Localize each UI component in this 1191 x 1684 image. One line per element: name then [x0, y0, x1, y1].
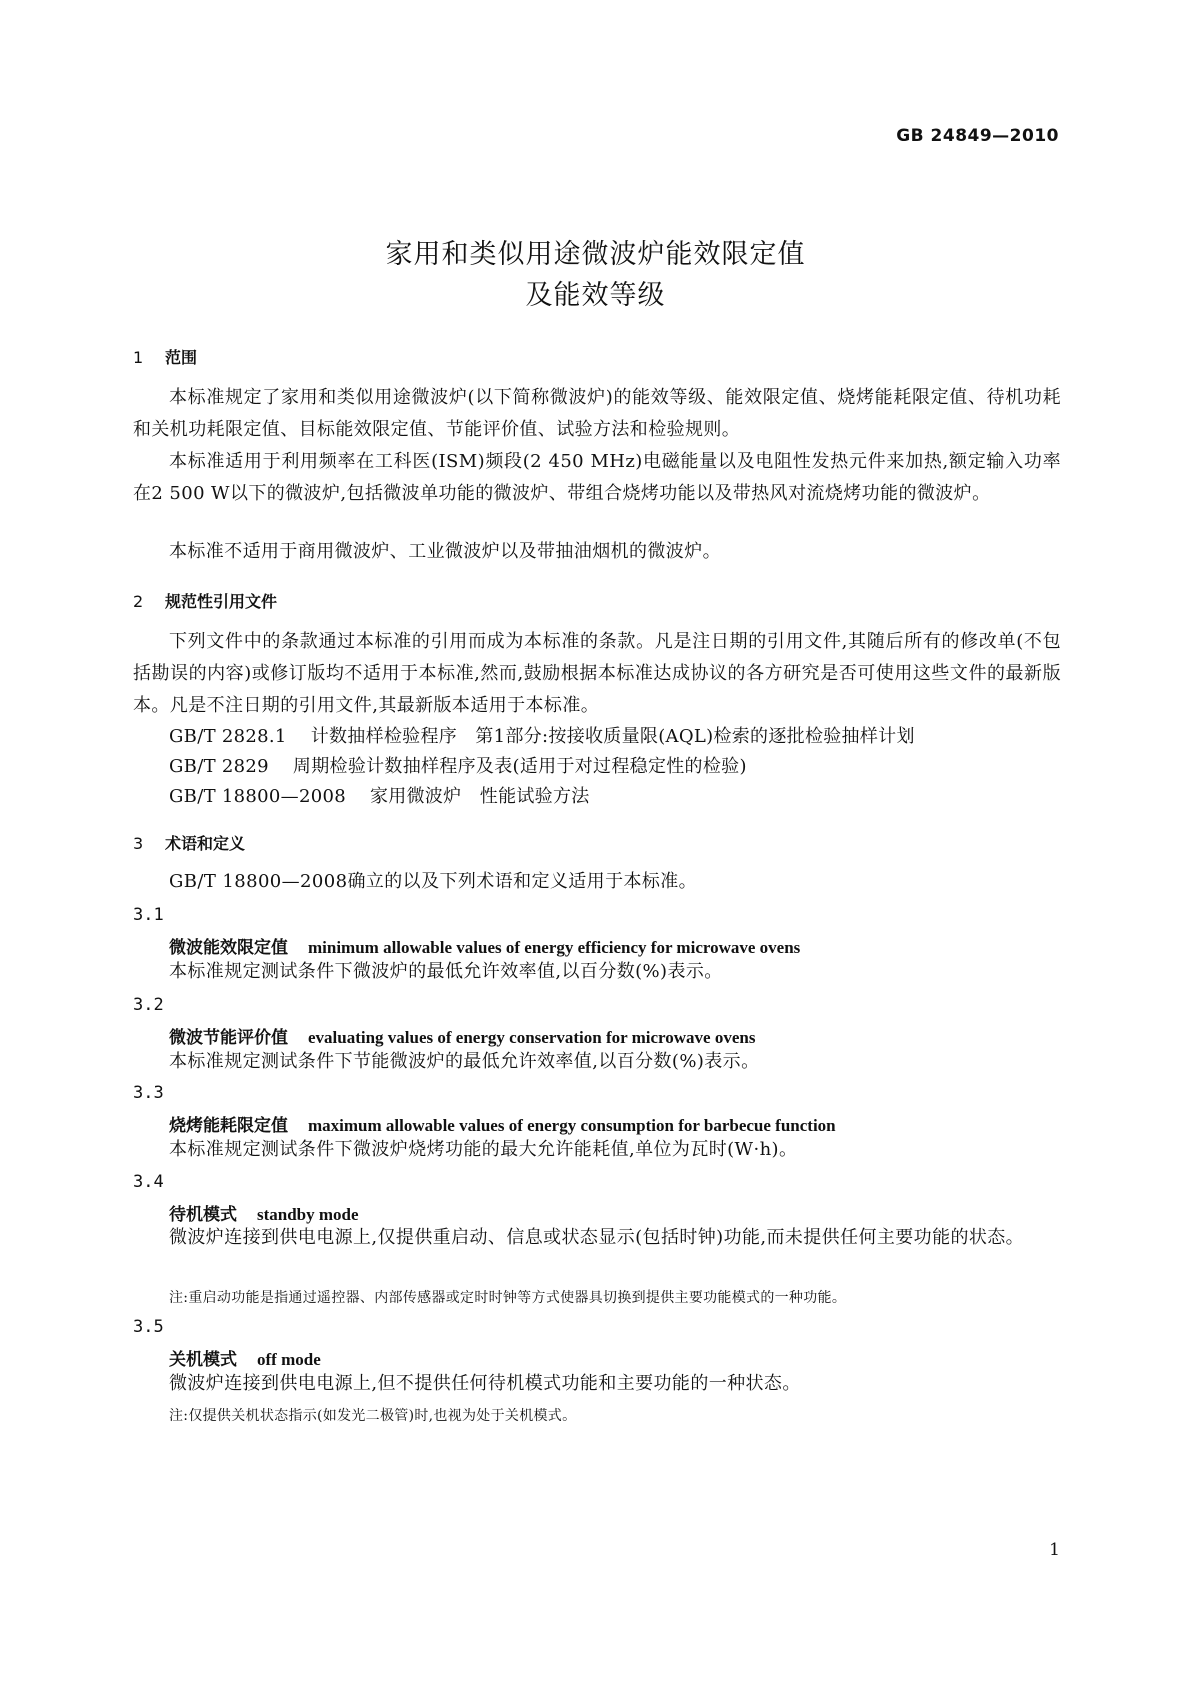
term-chinese: 待机模式 — [169, 1205, 237, 1225]
reference-code: GB/T 18800—2008 — [169, 786, 346, 807]
term-chinese: 微波节能评价值 — [169, 1028, 288, 1048]
term-definition: 微波炉连接到供电电源上,仅提供重启动、信息或状态显示(包括时钟)功能,而未提供任何主要功能的状态。 — [169, 1227, 1025, 1248]
term-english: standby mode — [257, 1205, 359, 1224]
term-title — [169, 1111, 836, 1136]
section-title: 范围 — [165, 348, 198, 367]
term-number: 3.3 — [133, 1083, 164, 1103]
section-number: 2 — [133, 592, 144, 611]
term-chinese: 微波能效限定值 — [169, 938, 288, 958]
term-number: 3.1 — [133, 905, 164, 925]
term-definition: 本标准规定测试条件下微波炉的最低允许效率值,以百分数(%)表示。 — [169, 961, 723, 982]
reference-title: 家用微波炉 性能试验方法 — [369, 786, 590, 807]
term-definition: 本标准规定测试条件下微波炉烧烤功能的最大允许能耗值,单位为瓦时(W·h)。 — [169, 1139, 798, 1160]
page-number: 1 — [1049, 1540, 1060, 1560]
term-english: minimum allowable values of energy efficiency for microwave ovens — [308, 938, 801, 957]
term-definition: 微波炉连接到供电电源上,但不提供任何待机模式功能和主要功能的一种状态。 — [169, 1373, 801, 1394]
section-2-heading — [133, 589, 277, 612]
term-english: maximum allowable values of energy consumption for barbecue function — [308, 1116, 836, 1135]
standard-code: GB 24849—2010 — [896, 126, 1059, 146]
section-number: 3 — [133, 834, 144, 853]
term-chinese: 烧烤能耗限定值 — [169, 1116, 288, 1136]
term-english: evaluating values of energy conservation for microwave ovens — [308, 1028, 756, 1047]
term-chinese: 关机模式 — [169, 1350, 237, 1370]
section-3-intro: GB/T 18800—2008确立的以及下列术语和定义适用于本标准。 — [169, 871, 698, 892]
term-number: 3.4 — [133, 1172, 164, 1192]
term-title — [169, 1023, 755, 1048]
term-number: 3.5 — [133, 1317, 164, 1337]
section-2-paragraph-1: 下列文件中的条款通过本标准的引用而成为本标准的条款。凡是注日期的引用文件,其随后所有的修改单(不包括勘误的内容)或修订版均不适用于本标准,然而,鼓励根据本标准达成协议的各方研究是否可使用这些文件的最新版本。凡是不注日期的引用文件,其最新版本适用于本标准。 — [133, 631, 1061, 716]
reference-code: GB/T 2828.1 — [169, 726, 287, 747]
document-title-line-2: 及能效等级 — [525, 280, 666, 311]
reference-item — [169, 782, 590, 808]
section-1-heading — [133, 345, 197, 368]
term-definition: 本标准规定测试条件下节能微波炉的最低允许效率值,以百分数(%)表示。 — [169, 1051, 760, 1072]
reference-item — [169, 722, 915, 748]
term-note: 注:重启动功能是指通过遥控器、内部传感器或定时时钟等方式使器具切换到提供主要功能模式的一种功能。 — [169, 1290, 847, 1306]
reference-item — [169, 752, 747, 778]
reference-title: 计数抽样检验程序 第1部分:按接收质量限(AQL)检索的逐批检验抽样计划 — [310, 726, 915, 747]
section-title: 规范性引用文件 — [165, 592, 278, 611]
section-1-paragraph-1: 本标准规定了家用和类似用途微波炉(以下简称微波炉)的能效等级、能效限定值、烧烤能耗限定值、待机功耗和关机功耗限定值、目标能效限定值、节能评价值、试验方法和检验规则。 — [133, 387, 1061, 440]
term-english: off mode — [257, 1350, 321, 1369]
document-title-line-1: 家用和类似用途微波炉能效限定值 — [385, 239, 806, 270]
section-number: 1 — [133, 348, 144, 367]
term-note: 注:仅提供关机状态指示(如发光二极管)时,也视为处于关机模式。 — [169, 1408, 577, 1424]
section-1-paragraph-2: 本标准适用于利用频率在工科医(ISM)频段(2 450 MHz)电磁能量以及电阻性发热元件来加热,额定输入功率在2 500 W以下的微波炉,包括微波单功能的微波炉、带组合烧烤功能以及带热风对流烧烤功能的微波炉。 — [133, 451, 1061, 504]
reference-code: GB/T 2829 — [169, 756, 269, 777]
term-number: 3.2 — [133, 995, 164, 1015]
section-1-paragraph-3: 本标准不适用于商用微波炉、工业微波炉以及带抽油烟机的微波炉。 — [169, 541, 721, 562]
section-3-heading — [133, 831, 245, 854]
section-title: 术语和定义 — [165, 834, 246, 853]
term-title — [169, 1345, 321, 1370]
term-title — [169, 933, 800, 958]
reference-title: 周期检验计数抽样程序及表(适用于对过程稳定性的检验) — [292, 756, 747, 777]
